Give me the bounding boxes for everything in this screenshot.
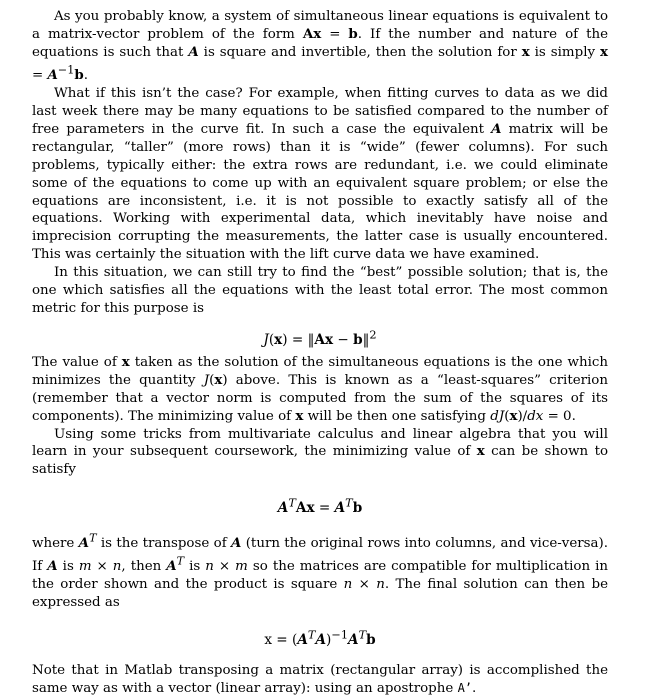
paragraph-normal-equations-intro <box>32 426 608 480</box>
equation-cost-function <box>32 326 608 349</box>
paragraph-intro-text: As you probably know, a system of simultaneous linear equations is equivalent to a matrix-vector problem of the form Ax = b. If the number and nature of the equations is such that A is square and invertible, then the solution for x is simply $x = A^{-1}b$. <box>32 9 608 84</box>
paragraph-rectangular-case <box>32 85 608 264</box>
paragraph-intro <box>32 8 608 85</box>
paragraph-transpose-text: where $A^T$ is the transpose of A (turn the original rows into columns, and vice-versa). If A is m × n, then $A^T$ is n × m so the matrices are compatible for multiplication in the order shown and the product is square n × n. The final solution can then be expressed as <box>32 531 609 610</box>
paragraph-best-solution <box>32 264 608 318</box>
paragraph-least-squares-text: The value of x taken as the solution of the simultaneous equations is the one which minimizes the quantity J(x) above. This is known as a “least-squares” criterion (remember that a vector norm is computed from the sum of the squares of its components). The minimizing value of x will be then one satisfying dJ(x)/dx = 0. <box>32 353 608 424</box>
paragraph-least-squares <box>32 354 608 426</box>
equation-normal-equations-text: $A^TAx = A^Tb$ <box>277 495 363 516</box>
equation-solution-text: $x = (A^TA)^{-1}A^Tb$ <box>264 627 376 649</box>
equation-solution <box>32 626 608 649</box>
document-page <box>32 8 608 698</box>
paragraph-best-solution-text: In this situation, we can still try to find the “best” possible solution; that is, the one which satisfies all the equations with the least total error. The most common metric for this purpose is <box>32 265 608 316</box>
equation-normal-equations <box>32 493 608 516</box>
paragraph-matlab-note-text: Note that in Matlab transposing a matrix (rectangular array) is accomplished the same way as with a vector (linear array): using an apostrophe A’. <box>32 662 608 696</box>
paragraph-normal-equations-intro-text: Using some tricks from multivariate calculus and linear algebra that you will learn in your subsequent coursework, the minimizing value of x can be shown to satisfy <box>32 426 609 478</box>
paragraph-transpose <box>32 529 608 612</box>
paragraph-rectangular-case-text: What if this isn’t the case? For example, when fitting curves to data as we did last week there may be many equations to be satisfied compared to the number of free parameters in the curve fit. In such a case the equivalent A matrix will be rectangular, “taller” (more rows) than it is “wide” (fewer columns). For such problems, typically either: the extra rows are redundant, i.e. we could eliminate some of the equations to come up with an equivalent square problem; or else the equations are inconsistent, i.e. it is not possible to exactly satisfy all of the equations. Working with experimental data, which inevitably have noise and imprecision corrupting the measurements, the latter case is usually encountered. This was certainly the situation with the lift curve data we have examined. <box>32 86 609 263</box>
paragraph-matlab-note <box>32 662 608 698</box>
equation-cost-function-text: J(x) = ‖Ax − b‖$^2$ <box>263 327 377 349</box>
